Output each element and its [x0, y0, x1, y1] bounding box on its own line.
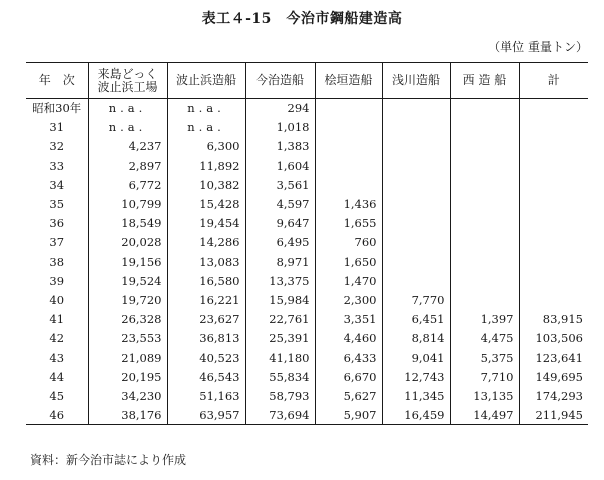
value-cell: 19,156	[88, 252, 167, 271]
value-cell: 4,460	[315, 329, 382, 348]
value-cell: 23,553	[88, 329, 167, 348]
shipbuilding-table	[26, 62, 588, 425]
value-cell: 63,957	[167, 406, 245, 425]
column-header: 年 次	[26, 63, 88, 99]
value-cell	[450, 233, 519, 252]
value-cell: 3,351	[315, 310, 382, 329]
table-row	[26, 194, 588, 213]
value-cell: 55,834	[245, 367, 315, 386]
value-cell: 21,089	[88, 348, 167, 367]
value-cell	[450, 156, 519, 175]
value-cell	[519, 175, 588, 194]
value-cell: n.a.	[167, 118, 245, 137]
value-cell	[519, 118, 588, 137]
value-cell	[315, 156, 382, 175]
year-cell: 39	[49, 273, 65, 288]
value-cell: 36,813	[167, 329, 245, 348]
value-cell	[450, 118, 519, 137]
value-cell: 1,650	[315, 252, 382, 271]
value-cell: 73,694	[245, 406, 315, 425]
value-cell: 41,180	[245, 348, 315, 367]
value-cell	[450, 137, 519, 156]
year-cell: 41	[49, 312, 65, 327]
value-cell	[519, 271, 588, 290]
column-header: 西 造 船	[450, 63, 519, 99]
value-cell	[450, 214, 519, 233]
value-cell: 3,561	[245, 175, 315, 194]
value-cell: 8,814	[382, 329, 450, 348]
value-cell: 19,454	[167, 214, 245, 233]
value-cell: 20,195	[88, 367, 167, 386]
value-cell: n.a.	[88, 118, 167, 137]
year-cell: 43	[49, 350, 65, 365]
value-cell: 13,083	[167, 252, 245, 271]
value-cell: 34,230	[88, 386, 167, 405]
value-cell: 15,984	[245, 290, 315, 309]
year-cell: 昭和30年	[32, 101, 82, 116]
value-cell	[382, 137, 450, 156]
column-header: 波止浜造船	[167, 63, 245, 99]
value-cell: 16,580	[167, 271, 245, 290]
value-cell	[519, 99, 588, 118]
value-cell: n.a.	[167, 99, 245, 118]
value-cell: 149,695	[519, 367, 588, 386]
table-title: 表工４-15 今治市鋼船建造高	[201, 11, 403, 27]
value-cell: 294	[245, 99, 315, 118]
year-cell: 33	[49, 158, 65, 173]
value-cell	[450, 271, 519, 290]
column-header: 来島どっく 波止浜工場	[88, 63, 167, 99]
value-cell	[450, 290, 519, 309]
value-cell: 6,433	[315, 348, 382, 367]
value-cell	[519, 156, 588, 175]
table-row	[26, 252, 588, 271]
year-cell: 46	[26, 406, 88, 425]
column-header: 浅川造船	[382, 63, 450, 99]
table-row	[26, 137, 588, 156]
table-row	[26, 290, 588, 309]
value-cell: 11,345	[382, 386, 450, 405]
value-cell: 123,641	[519, 348, 588, 367]
value-cell: 22,761	[245, 310, 315, 329]
table-row	[26, 233, 588, 252]
value-cell: 4,597	[245, 194, 315, 213]
table-row	[26, 118, 588, 137]
value-cell: 12,743	[382, 367, 450, 386]
value-cell: 10,382	[167, 175, 245, 194]
value-cell: 25,391	[245, 329, 315, 348]
year-cell: 40	[49, 292, 65, 307]
value-cell: 38,176	[88, 406, 167, 425]
value-cell: 4,475	[450, 329, 519, 348]
value-cell: 2,897	[88, 156, 167, 175]
table-row	[26, 214, 588, 233]
value-cell: 7,770	[382, 290, 450, 309]
source-note: 資料：新今治市誌により作成	[30, 453, 187, 467]
value-cell	[519, 233, 588, 252]
table-body	[26, 99, 588, 425]
value-cell	[382, 214, 450, 233]
value-cell: 1,655	[315, 214, 382, 233]
value-cell: 13,375	[245, 271, 315, 290]
value-cell	[315, 137, 382, 156]
value-cell: 1,397	[450, 310, 519, 329]
year-cell: 45	[49, 388, 65, 403]
value-cell	[519, 214, 588, 233]
value-cell: 211,945	[519, 406, 588, 425]
value-cell: 19,720	[88, 290, 167, 309]
table-row	[26, 329, 588, 348]
value-cell: 4,237	[88, 137, 167, 156]
column-header: 今治造船	[245, 63, 315, 99]
value-cell: 6,495	[245, 233, 315, 252]
value-cell	[382, 194, 450, 213]
value-cell: 16,459	[382, 406, 450, 425]
value-cell	[519, 290, 588, 309]
year-cell: 31	[49, 120, 65, 135]
value-cell: 8,971	[245, 252, 315, 271]
value-cell: 7,710	[450, 367, 519, 386]
value-cell	[382, 118, 450, 137]
value-cell: 13,135	[450, 386, 519, 405]
value-cell: 9,041	[382, 348, 450, 367]
value-cell: 11,892	[167, 156, 245, 175]
value-cell: 26,328	[88, 310, 167, 329]
value-cell: 20,028	[88, 233, 167, 252]
year-cell: 35	[49, 197, 65, 212]
value-cell: 9,647	[245, 214, 315, 233]
table-row	[26, 156, 588, 175]
table-row	[26, 175, 588, 194]
value-cell: 23,627	[167, 310, 245, 329]
value-cell: 5,627	[315, 386, 382, 405]
value-cell: 15,428	[167, 194, 245, 213]
value-cell: 1,436	[315, 194, 382, 213]
value-cell: 6,670	[315, 367, 382, 386]
value-cell: 6,451	[382, 310, 450, 329]
value-cell	[450, 252, 519, 271]
table-row	[26, 367, 588, 386]
year-cell: 36	[49, 216, 65, 231]
value-cell: 40,523	[167, 348, 245, 367]
year-cell: 38	[49, 254, 65, 269]
column-header: 桧垣造船	[315, 63, 382, 99]
value-cell: 18,549	[88, 214, 167, 233]
value-cell: 103,506	[519, 329, 588, 348]
value-cell	[382, 233, 450, 252]
header-row	[26, 63, 588, 99]
value-cell: 1,470	[315, 271, 382, 290]
value-cell	[450, 194, 519, 213]
value-cell	[382, 99, 450, 118]
value-cell: 51,163	[167, 386, 245, 405]
value-cell	[315, 118, 382, 137]
value-cell: 1,018	[245, 118, 315, 137]
value-cell: 1,604	[245, 156, 315, 175]
value-cell: 6,300	[167, 137, 245, 156]
value-cell: 6,772	[88, 175, 167, 194]
value-cell: 5,375	[450, 348, 519, 367]
value-cell	[382, 252, 450, 271]
value-cell: 5,907	[315, 406, 382, 425]
value-cell: 10,799	[88, 194, 167, 213]
value-cell: 16,221	[167, 290, 245, 309]
value-cell: 58,793	[245, 386, 315, 405]
value-cell	[382, 156, 450, 175]
value-cell: 1,383	[245, 137, 315, 156]
value-cell	[519, 137, 588, 156]
value-cell	[519, 194, 588, 213]
table-row	[26, 99, 588, 118]
value-cell	[450, 99, 519, 118]
value-cell: 14,497	[450, 406, 519, 425]
year-cell: 42	[49, 331, 65, 346]
table-row	[26, 348, 588, 367]
year-cell: 37	[49, 235, 65, 250]
table-row	[26, 310, 588, 329]
value-cell: 760	[315, 233, 382, 252]
value-cell: 14,286	[167, 233, 245, 252]
value-cell: 83,915	[519, 310, 588, 329]
column-header: 計	[519, 63, 588, 99]
value-cell: 2,300	[315, 290, 382, 309]
value-cell: 174,293	[519, 386, 588, 405]
value-cell	[315, 175, 382, 194]
value-cell: 46,543	[167, 367, 245, 386]
value-cell	[315, 99, 382, 118]
value-cell: n.a.	[88, 99, 167, 118]
value-cell: 19,524	[88, 271, 167, 290]
value-cell	[382, 175, 450, 194]
year-cell: 32	[49, 139, 65, 154]
value-cell	[450, 175, 519, 194]
unit-label: （単位 重量トン）	[488, 40, 588, 54]
year-cell: 34	[49, 177, 65, 192]
table-row	[26, 406, 588, 425]
value-cell	[519, 252, 588, 271]
value-cell	[382, 271, 450, 290]
year-cell: 44	[49, 369, 65, 384]
table-row	[26, 271, 588, 290]
table-row	[26, 386, 588, 405]
